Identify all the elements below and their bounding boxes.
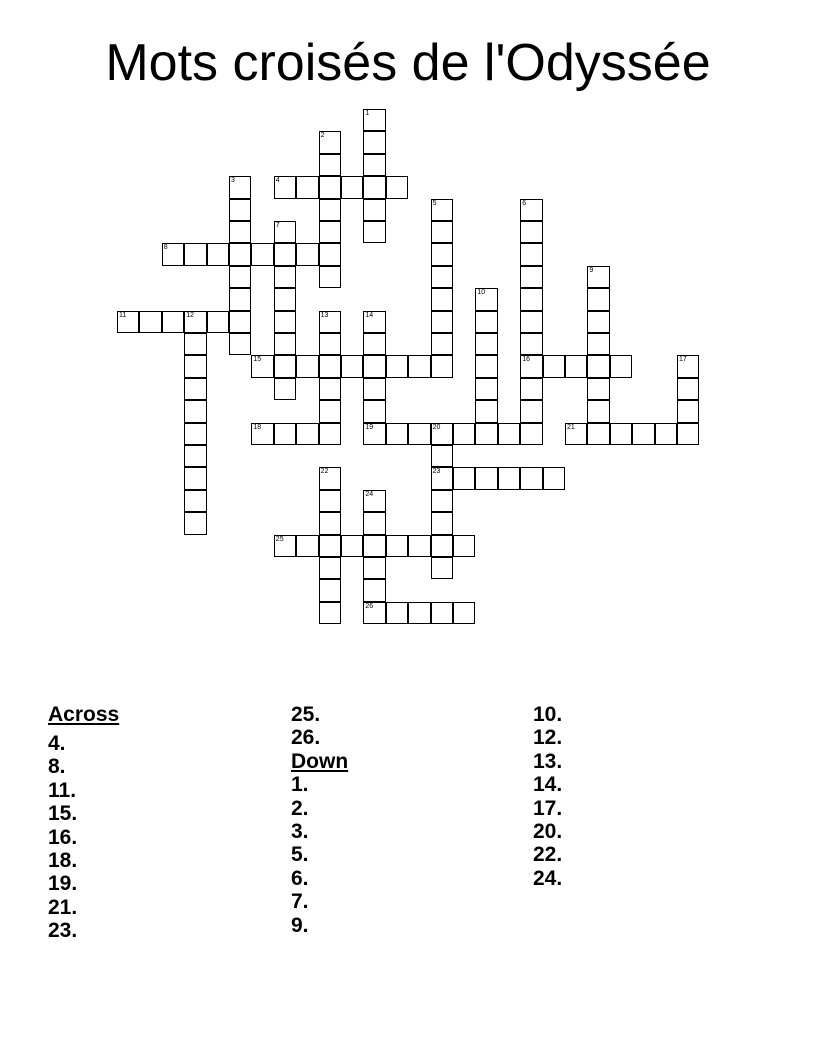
clue-number: 26	[365, 602, 374, 610]
grid-cell[interactable]	[610, 423, 632, 445]
grid-cell[interactable]	[319, 423, 341, 445]
grid-cell[interactable]	[431, 602, 453, 624]
clue-number: 22	[320, 468, 329, 476]
clue-number: 1	[365, 110, 370, 117]
grid-cell[interactable]	[408, 423, 430, 445]
grid-cell[interactable]	[341, 176, 363, 198]
grid-cell[interactable]	[520, 199, 542, 221]
grid-cell[interactable]	[274, 423, 296, 445]
grid-cell[interactable]	[587, 311, 609, 333]
grid-cell[interactable]	[229, 311, 251, 333]
grid-cell[interactable]	[520, 423, 542, 445]
grid-cell[interactable]	[610, 355, 632, 377]
grid-cell[interactable]	[319, 199, 341, 221]
grid-cell[interactable]	[587, 400, 609, 422]
grid-cell[interactable]	[386, 355, 408, 377]
grid-cell[interactable]	[587, 355, 609, 377]
grid-cell[interactable]	[184, 243, 206, 265]
grid-cell[interactable]	[363, 109, 385, 131]
grid-cell[interactable]	[319, 602, 341, 624]
clue-column-3	[533, 703, 763, 890]
grid-cell[interactable]	[363, 512, 385, 534]
clue-down: 9.	[291, 913, 309, 937]
grid-cell[interactable]	[587, 333, 609, 355]
grid-cell[interactable]	[319, 176, 341, 198]
clue-number: 10	[477, 289, 486, 297]
clue-down: 2.	[291, 796, 309, 820]
grid-cell[interactable]	[341, 535, 363, 557]
grid-cell[interactable]	[431, 467, 453, 489]
grid-cell[interactable]	[431, 266, 453, 288]
grid-cell[interactable]	[520, 266, 542, 288]
grid-cell[interactable]	[184, 311, 206, 333]
grid-cell[interactable]	[363, 199, 385, 221]
grid-cell[interactable]	[475, 333, 497, 355]
grid-cell[interactable]	[162, 311, 184, 333]
grid-cell[interactable]	[431, 199, 453, 221]
clue-number: 16	[522, 356, 530, 364]
grid-cell[interactable]	[363, 221, 385, 243]
clue-number: 6	[522, 199, 527, 207]
clue-column-1	[48, 703, 278, 943]
grid-cell[interactable]	[319, 221, 341, 243]
grid-cell[interactable]	[319, 378, 341, 400]
clue-across: 21.	[48, 895, 78, 919]
grid-cell[interactable]	[431, 490, 453, 512]
grid-cell[interactable]	[363, 355, 385, 377]
grid-cell[interactable]	[431, 288, 453, 310]
grid-cell[interactable]	[184, 355, 206, 377]
grid-cell[interactable]	[229, 176, 251, 198]
grid-cell[interactable]	[274, 243, 296, 265]
grid-cell[interactable]	[498, 467, 520, 489]
clue-down: 10.	[533, 703, 563, 726]
grid-cell[interactable]	[319, 535, 341, 557]
grid-cell[interactable]	[184, 400, 206, 422]
grid-cell[interactable]	[543, 355, 565, 377]
clue-down: 24.	[533, 866, 563, 890]
clue-down: 5.	[291, 843, 309, 867]
grid-cell[interactable]	[363, 400, 385, 422]
grid-cell[interactable]	[431, 423, 453, 445]
grid-cell[interactable]	[655, 423, 677, 445]
grid-cell[interactable]	[229, 333, 251, 355]
clue-number: 24	[365, 490, 374, 498]
grid-cell[interactable]	[520, 333, 542, 355]
clue-across: 16.	[48, 825, 78, 849]
grid-cell[interactable]	[117, 311, 139, 333]
clue-across: 19.	[48, 872, 78, 896]
grid-cell[interactable]	[274, 378, 296, 400]
grid-cell[interactable]	[520, 467, 542, 489]
grid-cell[interactable]	[184, 378, 206, 400]
grid-cell[interactable]	[296, 243, 318, 265]
grid-cell[interactable]	[363, 579, 385, 601]
grid-cell[interactable]	[229, 199, 251, 221]
down-heading: Down	[291, 749, 349, 773]
grid-cell[interactable]	[431, 355, 453, 377]
clue-number: 13	[320, 311, 329, 319]
grid-cell[interactable]	[386, 176, 408, 198]
grid-cell[interactable]	[475, 400, 497, 422]
grid-cell[interactable]	[677, 400, 699, 422]
grid-cell[interactable]	[319, 243, 341, 265]
clue-number: 12	[186, 311, 194, 319]
grid-cell[interactable]	[319, 557, 341, 579]
puzzle-title: Mots croisés de l'Odyssée	[105, 34, 711, 92]
grid-cell[interactable]	[587, 288, 609, 310]
clue-across: 11.	[48, 778, 77, 802]
grid-cell[interactable]	[431, 535, 453, 557]
grid-cell[interactable]	[184, 445, 206, 467]
clue-number: 15	[253, 356, 262, 364]
grid-cell[interactable]	[184, 490, 206, 512]
clue-down: 6.	[291, 866, 309, 890]
clue-number: 20	[432, 423, 441, 431]
grid-cell[interactable]	[363, 490, 385, 512]
clue-number: 5	[432, 199, 437, 207]
clue-across: 15.	[48, 802, 78, 826]
clue-number: 4	[275, 177, 280, 185]
grid-cell[interactable]	[229, 243, 251, 265]
grid-cell[interactable]	[475, 311, 497, 333]
grid-cell[interactable]	[184, 423, 206, 445]
grid-cell[interactable]	[431, 221, 453, 243]
clue-across: 25.	[291, 703, 321, 726]
clue-number: 17	[679, 356, 687, 364]
grid-cell[interactable]	[431, 557, 453, 579]
clue-number: 8	[163, 244, 168, 252]
grid-cell[interactable]	[319, 355, 341, 377]
grid-cell[interactable]	[431, 333, 453, 355]
grid-cell[interactable]	[274, 355, 296, 377]
grid-cell[interactable]	[229, 288, 251, 310]
grid-cell[interactable]	[341, 355, 363, 377]
grid-cell[interactable]	[431, 512, 453, 534]
grid-cell[interactable]	[587, 423, 609, 445]
grid-cell[interactable]	[319, 154, 341, 176]
grid-cell[interactable]	[251, 355, 273, 377]
grid-cell[interactable]	[251, 423, 273, 445]
grid-cell[interactable]	[274, 176, 296, 198]
grid-cell[interactable]	[274, 333, 296, 355]
grid-cell[interactable]	[520, 355, 542, 377]
grid-cell[interactable]	[251, 243, 273, 265]
grid-cell[interactable]	[319, 467, 341, 489]
clue-down: 13.	[533, 749, 563, 773]
grid-cell[interactable]	[520, 288, 542, 310]
grid-cell[interactable]	[184, 512, 206, 534]
grid-cell[interactable]	[296, 535, 318, 557]
clue-down: 12.	[533, 726, 563, 750]
grid-cell[interactable]	[453, 602, 475, 624]
grid-cell[interactable]	[520, 378, 542, 400]
grid-cell[interactable]	[274, 266, 296, 288]
grid-cell[interactable]	[475, 423, 497, 445]
grid-cell[interactable]	[363, 311, 385, 333]
grid-cell[interactable]	[363, 131, 385, 153]
grid-cell[interactable]	[431, 311, 453, 333]
grid-cell[interactable]	[363, 333, 385, 355]
clue-number: 18	[253, 423, 262, 431]
grid-cell[interactable]	[207, 311, 229, 333]
grid-cell[interactable]	[207, 243, 229, 265]
clue-number: 11	[119, 311, 127, 319]
grid-cell[interactable]	[453, 423, 475, 445]
grid-cell[interactable]	[363, 378, 385, 400]
clue-down: 22.	[533, 843, 563, 867]
grid-cell[interactable]	[363, 557, 385, 579]
grid-cell[interactable]	[319, 266, 341, 288]
clue-across: 8.	[48, 755, 66, 779]
grid-cell[interactable]	[229, 221, 251, 243]
clue-column-2	[291, 703, 521, 937]
grid-cell[interactable]	[229, 266, 251, 288]
grid-cell[interactable]	[632, 423, 654, 445]
grid-cell[interactable]	[363, 154, 385, 176]
grid-cell[interactable]	[498, 423, 520, 445]
grid-cell[interactable]	[520, 221, 542, 243]
grid-cell[interactable]	[296, 355, 318, 377]
clue-down: 1.	[291, 773, 309, 797]
grid-cell[interactable]	[319, 333, 341, 355]
grid-cell[interactable]	[363, 423, 385, 445]
grid-cell[interactable]	[520, 400, 542, 422]
grid-cell[interactable]	[274, 288, 296, 310]
grid-cell[interactable]	[386, 602, 408, 624]
grid-cell[interactable]	[363, 535, 385, 557]
grid-cell[interactable]	[162, 243, 184, 265]
grid-cell[interactable]	[475, 467, 497, 489]
clue-down: 3.	[291, 819, 309, 843]
clue-down: 17.	[533, 796, 563, 820]
grid-cell[interactable]	[520, 311, 542, 333]
clue-across: 23.	[48, 919, 78, 943]
grid-cell[interactable]	[520, 243, 542, 265]
grid-cell[interactable]	[139, 311, 161, 333]
grid-cell[interactable]	[319, 512, 341, 534]
grid-cell[interactable]	[274, 535, 296, 557]
across-heading: Across	[48, 703, 120, 726]
clue-number: 19	[365, 423, 374, 431]
grid-cell[interactable]	[386, 535, 408, 557]
clue-number: 14	[365, 311, 374, 319]
grid-cell[interactable]	[319, 490, 341, 512]
grid-cell[interactable]	[587, 378, 609, 400]
grid-cell[interactable]	[274, 311, 296, 333]
grid-cell[interactable]	[453, 467, 475, 489]
grid-cell[interactable]	[319, 131, 341, 153]
clue-across: 18.	[48, 848, 78, 872]
clue-number: 3	[231, 177, 235, 185]
clue-across: 4.	[48, 732, 66, 755]
grid-cell[interactable]	[319, 579, 341, 601]
grid-cell[interactable]	[677, 355, 699, 377]
clue-number: 9	[589, 266, 594, 274]
grid-cell[interactable]	[475, 355, 497, 377]
grid-cell[interactable]	[184, 333, 206, 355]
grid-cell[interactable]	[296, 423, 318, 445]
grid-cell[interactable]	[408, 602, 430, 624]
grid-cell[interactable]	[565, 423, 587, 445]
grid-cell[interactable]	[543, 467, 565, 489]
grid-cell[interactable]	[587, 266, 609, 288]
clue-number: 25	[275, 535, 284, 543]
grid-cell[interactable]	[453, 535, 475, 557]
clue-down: 14.	[533, 773, 563, 797]
grid-cell[interactable]	[475, 378, 497, 400]
grid-cell[interactable]	[274, 221, 296, 243]
clue-across: 26.	[291, 726, 321, 750]
clue-number: 7	[275, 222, 280, 229]
grid-cell[interactable]	[677, 378, 699, 400]
grid-cell[interactable]	[319, 311, 341, 333]
grid-cell[interactable]	[319, 400, 341, 422]
clue-down: 20.	[533, 819, 563, 843]
grid-cell[interactable]	[386, 423, 408, 445]
grid-cell[interactable]	[431, 445, 453, 467]
grid-cell[interactable]	[363, 602, 385, 624]
grid-cell[interactable]	[565, 355, 587, 377]
clue-number: 21	[567, 423, 575, 431]
grid-cell[interactable]	[677, 423, 699, 445]
grid-cell[interactable]	[363, 176, 385, 198]
grid-cell[interactable]	[475, 288, 497, 310]
grid-cell[interactable]	[431, 243, 453, 265]
grid-cell[interactable]	[408, 355, 430, 377]
clue-number: 2	[320, 132, 325, 140]
clue-number: 23	[432, 468, 441, 476]
grid-cell[interactable]	[296, 176, 318, 198]
clue-down: 7.	[291, 890, 309, 914]
grid-cell[interactable]	[408, 535, 430, 557]
grid-cell[interactable]	[184, 467, 206, 489]
